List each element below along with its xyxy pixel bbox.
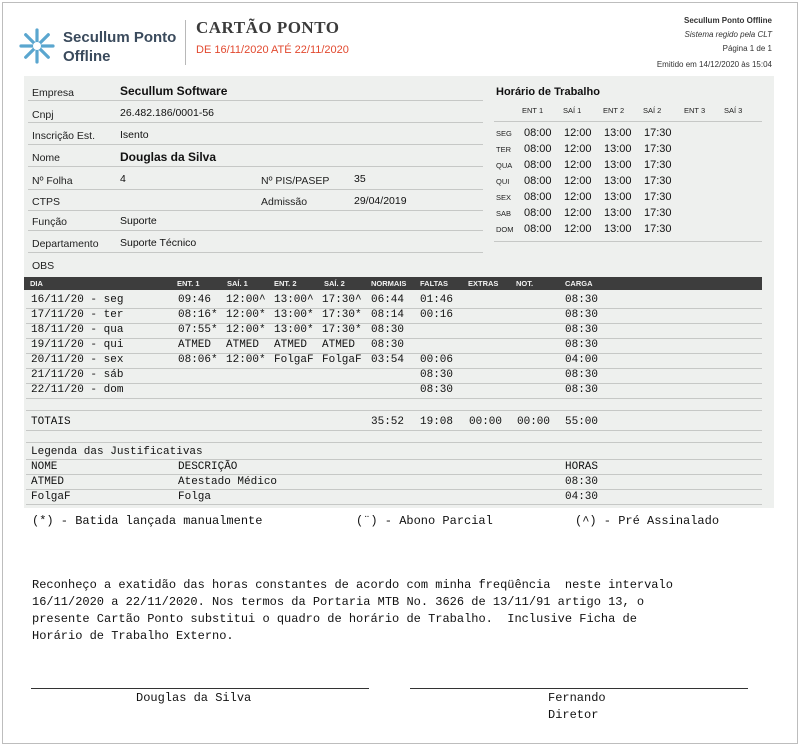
col-carga: CARGA [565, 279, 593, 288]
cell-ent1: 07:55* [178, 324, 218, 336]
manager-signature-role: Diretor [548, 708, 599, 722]
divider [28, 230, 483, 231]
cell-sai1: 12:00* [226, 309, 266, 321]
cell-ent2: 13:00^ [274, 294, 314, 306]
cell-ent2: 13:00* [274, 309, 314, 321]
cell-ent1: 08:06* [178, 354, 218, 366]
schedule-title: Horário de Trabalho [496, 86, 600, 98]
schedule-header: ENT 1 [522, 106, 544, 115]
obs-label: OBS [32, 260, 55, 272]
schedule-time: 12:00 [564, 191, 592, 203]
schedule-time: 13:00 [604, 207, 632, 219]
schedule-time: 08:00 [524, 127, 552, 139]
manager-signature-line [410, 688, 748, 689]
cell-ent1: ATMED [178, 339, 212, 351]
declaration-line: 16/11/2020 a 22/11/2020. Nos termos da Portaria MTB No. 3626 de 13/11/91 artigo 13, o [32, 595, 645, 609]
cell-dia: 22/11/20 - dom [31, 384, 124, 396]
cell-faltas: 01:46 [420, 294, 454, 306]
col-extras: EXTRAS [468, 279, 499, 288]
schedule-time: 13:00 [604, 175, 632, 187]
col-normais: NORMAIS [371, 279, 407, 288]
declaration-line: Horário de Trabalho Externo. [32, 629, 234, 643]
ie-label: Inscrição Est. [32, 130, 96, 142]
period-range: DE 16/11/2020 ATÉ 22/11/2020 [196, 44, 349, 56]
logo-text-line2: Offline [63, 48, 111, 65]
divider [26, 474, 762, 475]
legend-col-nome: NOME [31, 461, 58, 473]
cell-faltas: 00:16 [420, 309, 454, 321]
totals-not: 00:00 [517, 416, 551, 428]
divider [26, 410, 762, 411]
legend-nome: FolgaF [31, 491, 71, 503]
divider [26, 504, 762, 505]
legend-descricao: Atestado Médico [178, 476, 278, 488]
schedule-time: 12:00 [564, 223, 592, 235]
cell-normais: 08:14 [371, 309, 405, 321]
admissao-label: Admissão [261, 196, 308, 208]
schedule-time: 13:00 [604, 143, 632, 155]
system-name: Secullum Ponto Offline [683, 16, 772, 25]
cell-sai1: 12:00* [226, 324, 266, 336]
cell-dia: 16/11/20 - seg [31, 294, 124, 306]
schedule-day: SEG [496, 129, 512, 138]
schedule-day: SEX [496, 193, 512, 202]
schedule-time: 13:00 [604, 159, 632, 171]
employee-signature-line [31, 688, 369, 689]
cell-sai2: FolgaF [322, 354, 362, 366]
divider [494, 241, 762, 242]
divider [28, 122, 483, 123]
divider [26, 430, 762, 431]
cell-carga: 08:30 [565, 384, 599, 396]
schedule-time: 12:00 [564, 175, 592, 187]
schedule-time: 12:00 [564, 207, 592, 219]
depto-label: Departamento [32, 238, 99, 250]
schedule-time: 08:00 [524, 191, 552, 203]
legend-horas: 04:30 [565, 491, 599, 503]
cell-carga: 08:30 [565, 324, 599, 336]
cell-sai2: ATMED [322, 339, 356, 351]
col-faltas: FALTAS [420, 279, 449, 288]
cell-sai2: 17:30^ [322, 294, 362, 306]
ie-value: Isento [120, 129, 149, 141]
col-sai2: SAÍ. 2 [324, 279, 345, 288]
cell-dia: 18/11/20 - qua [31, 324, 124, 336]
cell-sai2: 17:30* [322, 309, 362, 321]
schedule-time: 17:30 [644, 127, 672, 139]
schedule-day: SAB [496, 209, 512, 218]
cell-sai1: 12:00* [226, 354, 266, 366]
ctps-label: CTPS [32, 196, 61, 208]
totals-label: TOTAIS [31, 416, 71, 428]
divider [26, 398, 762, 399]
legend-col-horas: HORAS [565, 461, 599, 473]
divider [494, 121, 762, 122]
divider [26, 442, 762, 443]
header-divider [185, 20, 186, 65]
schedule-time: 17:30 [644, 159, 672, 171]
regime-text: Sistema regido pela CLT [684, 30, 772, 39]
schedule-header: SAÍ 2 [643, 106, 662, 115]
schedule-time: 12:00 [564, 159, 592, 171]
legend-horas: 08:30 [565, 476, 599, 488]
cell-carga: 08:30 [565, 339, 599, 351]
cell-faltas: 08:30 [420, 369, 454, 381]
col-not: NOT. [516, 279, 534, 288]
empresa-value: Secullum Software [120, 84, 228, 98]
funcao-label: Função [32, 216, 68, 228]
schedule-time: 08:00 [524, 207, 552, 219]
funcao-value: Suporte [120, 215, 157, 227]
schedule-header: ENT 3 [684, 106, 706, 115]
cell-faltas: 00:06 [420, 354, 454, 366]
cell-dia: 21/11/20 - sáb [31, 369, 124, 381]
logo-text-line1: Secullum Ponto [63, 29, 177, 46]
cell-dia: 17/11/20 - ter [31, 309, 124, 321]
cell-dia: 20/11/20 - sex [31, 354, 124, 366]
schedule-time: 17:30 [644, 223, 672, 235]
cell-ent1: 09:46 [178, 294, 212, 306]
cell-dia: 19/11/20 - qui [31, 339, 124, 351]
legend-title: Legenda das Justificativas [31, 446, 203, 458]
note-abono: (¨) - Abono Parcial [356, 514, 493, 528]
schedule-time: 08:00 [524, 143, 552, 155]
schedule-time: 12:00 [564, 127, 592, 139]
divider [28, 252, 483, 253]
schedule-time: 17:30 [644, 191, 672, 203]
divider [28, 144, 483, 145]
pis-label: Nº PIS/PASEP [261, 175, 330, 187]
divider [28, 100, 483, 101]
divider [26, 459, 762, 460]
col-sai1: SAÍ. 1 [227, 279, 248, 288]
nome-value: Douglas da Silva [120, 150, 217, 164]
schedule-time: 08:00 [524, 159, 552, 171]
admissao-value: 29/04/2019 [354, 195, 407, 207]
schedule-day: QUA [496, 161, 513, 170]
schedule-time: 12:00 [564, 143, 592, 155]
schedule-time: 17:30 [644, 207, 672, 219]
page-number: Página 1 de 1 [722, 44, 772, 53]
schedule-time: 13:00 [604, 223, 632, 235]
cnpj-value: 26.482.186/0001-56 [120, 107, 215, 119]
empresa-label: Empresa [32, 87, 75, 99]
logo-starburst-icon [18, 27, 56, 65]
folha-value: 4 [120, 173, 126, 185]
schedule-time: 13:00 [604, 127, 632, 139]
cell-ent2: ATMED [274, 339, 308, 351]
totals-faltas: 19:08 [420, 416, 454, 428]
cell-normais: 08:30 [371, 324, 405, 336]
timesheet-header [24, 277, 762, 290]
manager-signature-name: Fernando [548, 691, 606, 705]
nome-label: Nome [32, 152, 61, 164]
col-ent1: ENT. 1 [177, 279, 200, 288]
schedule-time: 17:30 [644, 143, 672, 155]
employee-signature-name: Douglas da Silva [136, 691, 252, 705]
schedule-time: 17:30 [644, 175, 672, 187]
cell-normais: 08:30 [371, 339, 405, 351]
cnpj-label: Cnpj [32, 109, 54, 121]
totals-normais: 35:52 [371, 416, 405, 428]
totals-extras: 00:00 [469, 416, 503, 428]
totals-carga: 55:00 [565, 416, 599, 428]
cell-sai1: ATMED [226, 339, 260, 351]
cell-ent2: FolgaF [274, 354, 314, 366]
schedule-day: TER [496, 145, 511, 154]
legend-nome: ATMED [31, 476, 65, 488]
cell-carga: 08:30 [565, 369, 599, 381]
schedule-time: 08:00 [524, 175, 552, 187]
legend-descricao: Folga [178, 491, 212, 503]
document-title: CARTÃO PONTO [196, 18, 340, 37]
cell-carga: 08:30 [565, 309, 599, 321]
divider [26, 368, 762, 369]
divider [26, 489, 762, 490]
company-logo [18, 27, 56, 65]
note-manual: (*) - Batida lançada manualmente [32, 514, 263, 528]
note-pre: (^) - Pré Assinalado [575, 514, 720, 528]
declaration-line: presente Cartão Ponto substitui o quadro de horário de Trabalho. Inclusive Ficha de [32, 612, 637, 626]
schedule-time: 13:00 [604, 191, 632, 203]
divider [28, 189, 483, 190]
declaration-line: Reconheço a exatidão das horas constantes de acordo com minha freqüência neste intervalo [32, 578, 673, 592]
schedule-header: ENT 2 [603, 106, 625, 115]
cell-sai1: 12:00^ [226, 294, 266, 306]
cell-normais: 06:44 [371, 294, 405, 306]
schedule-day: QUI [496, 177, 510, 186]
cell-sai2: 17:30* [322, 324, 362, 336]
schedule-header: SAÍ 1 [563, 106, 582, 115]
cell-faltas: 08:30 [420, 384, 454, 396]
divider [26, 383, 762, 384]
schedule-header: SAÍ 3 [724, 106, 743, 115]
depto-value: Suporte Técnico [120, 237, 197, 249]
divider [28, 210, 483, 211]
cell-carga: 04:00 [565, 354, 599, 366]
col-ent2: ENT. 2 [274, 279, 297, 288]
schedule-time: 08:00 [524, 223, 552, 235]
cell-normais: 03:54 [371, 354, 405, 366]
schedule-day: DOM [496, 225, 514, 234]
pis-value: 35 [354, 173, 366, 185]
folha-label: Nº Folha [32, 175, 73, 187]
divider [28, 166, 483, 167]
cell-ent2: 13:00* [274, 324, 314, 336]
col-dia: DIA [30, 279, 43, 288]
issued-date: Emitido em 14/12/2020 às 15:04 [656, 60, 772, 69]
cell-ent1: 08:16* [178, 309, 218, 321]
cell-carga: 08:30 [565, 294, 599, 306]
legend-col-descricao: DESCRIÇÃO [178, 461, 238, 473]
